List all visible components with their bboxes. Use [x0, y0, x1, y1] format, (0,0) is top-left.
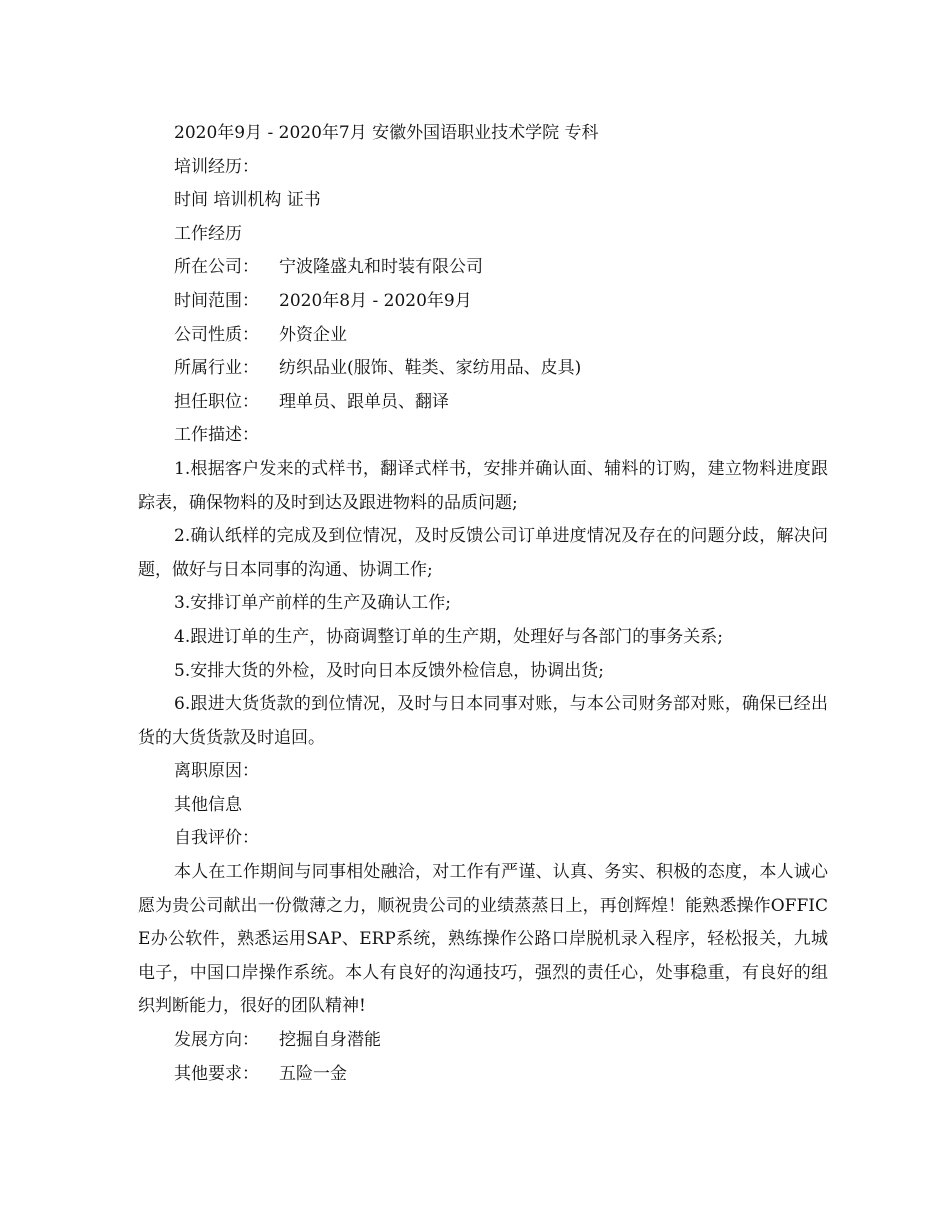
field-value: 外资企业: [279, 324, 347, 345]
duty-item-4: 4.跟进订单的生产，协商调整订单的生产期，处理好与各部门的事务关系;: [174, 626, 723, 647]
field-label: 所在公司：: [174, 257, 259, 278]
field-value: 挖掘自身潜能: [279, 1030, 381, 1051]
field-label: 担任职位：: [174, 391, 259, 412]
work-field-period: [138, 285, 828, 319]
field-label: 公司性质：: [174, 324, 259, 345]
duty-item-5: 5.安排大货的外检，及时向日本反馈外检信息，协调出货;: [174, 660, 604, 681]
training-heading: 培训经历：: [174, 156, 259, 177]
duty-item-3: 3.安排订单产前样的生产及确认工作;: [174, 593, 451, 614]
training-columns: 时间 培训机构 证书: [174, 190, 321, 211]
field-value: 五险一金: [279, 1063, 347, 1084]
work-field-industry: [138, 352, 828, 386]
work-field-company: [138, 251, 828, 285]
field-label: 时间范围：: [174, 290, 259, 311]
duty-item-6: 6.跟进大货货款的到位情况，及时与日本同事对账，与本公司财务部对账，确保已经出货的大货货款及时追回。: [138, 694, 828, 748]
resume-body: [138, 117, 828, 1091]
field-label: 其他要求：: [174, 1063, 259, 1084]
duty-item-2: 2.确认纸样的完成及到位情况，及时反馈公司订单进度情况及存在的问题分歧，解决问题，做好与日本同事的沟通、协调工作;: [138, 526, 828, 580]
work-heading: 工作经历: [174, 223, 242, 244]
leave-reason-label: 离职原因：: [174, 761, 259, 782]
education-line: 2020年9月 - 2020年7月 安徽外国语职业技术学院 专科: [174, 123, 599, 143]
field-label: 发展方向：: [174, 1030, 259, 1051]
work-field-company-type: [138, 319, 828, 353]
other-field-direction: [138, 1024, 828, 1058]
duty-item-1: 1.根据客户发来的式样书，翻译式样书，安排并确认面、辅料的订购，建立物料进度跟踪表，确保物料的及时到达及跟进物料的品质问题;: [138, 458, 828, 513]
field-value: 宁波隆盛丸和时装有限公司: [279, 257, 483, 278]
work-field-position: [138, 386, 828, 420]
other-field-requirements: [138, 1058, 828, 1092]
field-value: 理单员、跟单员、翻译: [279, 391, 449, 412]
other-info-heading: 其他信息: [174, 794, 242, 815]
field-value: 纺织品业(服饰、鞋类、家纺用品、皮具): [279, 358, 582, 379]
self-evaluation-label: 自我评价：: [174, 828, 259, 849]
field-value: 2020年8月 - 2020年9月: [279, 290, 472, 311]
field-label: 所属行业：: [174, 358, 259, 379]
self-evaluation-text: 本人在工作期间与同事相处融洽，对工作有严谨、认真、务实、积极的态度，本人诚心愿为贵公司献出一份微薄之力，顺祝贵公司的业绩蒸蒸日上，再创辉煌！能熟悉操作OFFICE办公软件，熟悉运用SAP、ERP系统，熟练操作公路口岸脱机录入程序，轻松报关，九城电子，中国口岸操作系统。本人有良好的沟通技巧，强烈的责任心，处事稳重，有良好的组织判断能力，很好的团队精神!: [138, 862, 828, 1017]
work-description-heading: 工作描述：: [174, 425, 259, 446]
